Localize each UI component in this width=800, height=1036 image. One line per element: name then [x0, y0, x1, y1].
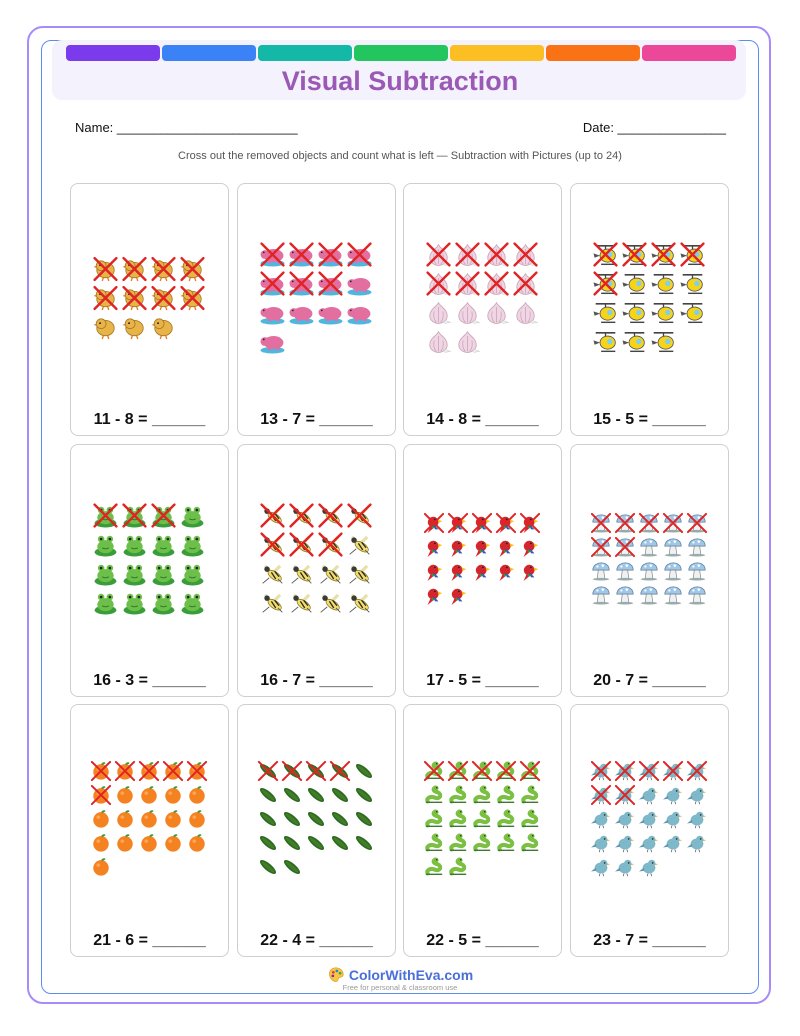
- wasp-icon[interactable]: [321, 566, 341, 583]
- helicopter-icon[interactable]: [594, 244, 617, 266]
- bird-icon[interactable]: [639, 812, 658, 828]
- frog-icon[interactable]: [182, 565, 204, 586]
- orange-icon[interactable]: [93, 810, 108, 827]
- orange-icon[interactable]: [164, 762, 182, 780]
- problem-card: [403, 704, 562, 957]
- orange-icon[interactable]: [93, 834, 108, 851]
- chick-icon[interactable]: [123, 319, 144, 339]
- helicopter-icon[interactable]: [594, 304, 616, 323]
- mushroom-icon[interactable]: [664, 514, 682, 533]
- picture-group: [404, 705, 560, 905]
- rainbow-segment: [258, 45, 352, 61]
- orange-icon[interactable]: [189, 810, 204, 827]
- snake-icon[interactable]: [425, 761, 443, 780]
- cucumber-icon[interactable]: [306, 810, 326, 828]
- cucumber-icon[interactable]: [258, 858, 278, 876]
- helicopter-icon[interactable]: [623, 333, 645, 352]
- rainbow-segment: [66, 45, 160, 61]
- date-field[interactable]: Date: _______________: [582, 120, 726, 135]
- chick-icon[interactable]: [123, 258, 146, 281]
- frog-icon[interactable]: [95, 565, 117, 586]
- garlic-icon[interactable]: [430, 303, 451, 324]
- parrot-icon[interactable]: [425, 514, 443, 533]
- bird-icon[interactable]: [615, 786, 634, 804]
- problem-card: [570, 444, 729, 697]
- problem-equation[interactable]: 14 - 8 = ______: [426, 411, 539, 428]
- wasp-icon[interactable]: [321, 595, 341, 612]
- parrot-icon[interactable]: [473, 514, 491, 533]
- parrot-icon[interactable]: [524, 565, 539, 581]
- problem-card: [70, 183, 229, 436]
- problem-equation[interactable]: 20 - 7 = ______: [593, 672, 706, 689]
- brand-name[interactable]: ColorWithEva.com: [348, 967, 474, 983]
- orange-icon[interactable]: [165, 786, 180, 803]
- cucumber-icon[interactable]: [282, 810, 302, 828]
- wasp-icon[interactable]: [350, 566, 370, 583]
- frog-icon[interactable]: [95, 536, 117, 557]
- mushroom-icon[interactable]: [617, 563, 633, 581]
- orange-icon[interactable]: [189, 786, 204, 803]
- rainbow-segment: [546, 45, 640, 61]
- wasp-icon[interactable]: [320, 534, 342, 556]
- problem-equation[interactable]: 13 - 7 = ______: [260, 411, 373, 428]
- frog-icon[interactable]: [95, 505, 117, 528]
- frog-icon[interactable]: [124, 594, 146, 615]
- snake-icon[interactable]: [521, 761, 539, 780]
- frog-icon[interactable]: [182, 507, 204, 528]
- frog-icon[interactable]: [153, 536, 175, 557]
- parrot-icon[interactable]: [524, 541, 539, 557]
- helicopter-icon[interactable]: [652, 244, 675, 266]
- wasp-icon[interactable]: [292, 595, 312, 612]
- hippo-icon[interactable]: [290, 244, 314, 267]
- bird-icon[interactable]: [615, 812, 634, 828]
- garlic-icon[interactable]: [515, 244, 538, 266]
- parrot-icon[interactable]: [521, 514, 539, 533]
- snake-icon[interactable]: [450, 833, 466, 850]
- problem-equation[interactable]: 11 - 8 = ______: [93, 411, 206, 428]
- picture-group: [71, 445, 227, 645]
- problem-equation[interactable]: 15 - 5 = ______: [593, 411, 706, 428]
- chick-icon[interactable]: [123, 287, 146, 310]
- bird-icon[interactable]: [615, 762, 634, 780]
- picture-group: [571, 445, 727, 645]
- cucumber-icon[interactable]: [258, 786, 278, 804]
- parrot-icon[interactable]: [452, 565, 467, 581]
- snake-icon[interactable]: [498, 785, 514, 802]
- snake-icon[interactable]: [498, 833, 514, 850]
- problem-card: [237, 704, 396, 957]
- bird-icon[interactable]: [591, 762, 610, 780]
- orange-icon[interactable]: [140, 762, 158, 780]
- snake-icon[interactable]: [450, 857, 466, 874]
- snake-icon[interactable]: [426, 833, 442, 850]
- hippo-icon[interactable]: [319, 307, 343, 324]
- wasp-icon[interactable]: [291, 505, 313, 527]
- problem-equation[interactable]: 22 - 4 = ______: [260, 932, 373, 949]
- snake-icon[interactable]: [450, 809, 466, 826]
- name-field[interactable]: Name: _________________________: [75, 120, 298, 135]
- snake-icon[interactable]: [474, 833, 490, 850]
- snake-icon[interactable]: [522, 785, 538, 802]
- snake-icon[interactable]: [450, 785, 466, 802]
- mushroom-icon[interactable]: [665, 587, 681, 605]
- picture-group: [71, 705, 227, 905]
- problem-equation[interactable]: 17 - 5 = ______: [426, 672, 539, 689]
- chick-icon[interactable]: [94, 319, 115, 339]
- helicopter-icon[interactable]: [594, 333, 616, 352]
- picture-group: [71, 184, 227, 384]
- mushroom-icon[interactable]: [593, 563, 609, 581]
- orange-icon[interactable]: [141, 810, 156, 827]
- bird-icon[interactable]: [591, 860, 610, 876]
- orange-icon[interactable]: [165, 834, 180, 851]
- problem-card: [70, 704, 229, 957]
- mushroom-icon[interactable]: [641, 539, 657, 557]
- bird-icon[interactable]: [687, 812, 706, 828]
- hippo-icon[interactable]: [319, 244, 343, 267]
- cucumber-icon[interactable]: [330, 786, 350, 804]
- parrot-icon[interactable]: [476, 565, 491, 581]
- orange-icon[interactable]: [117, 834, 132, 851]
- wasp-icon[interactable]: [349, 505, 371, 527]
- mushroom-icon[interactable]: [689, 539, 705, 557]
- problem-equation[interactable]: 23 - 7 = ______: [593, 932, 706, 949]
- snake-icon[interactable]: [497, 761, 515, 780]
- bird-icon[interactable]: [591, 812, 610, 828]
- parrot-icon[interactable]: [500, 541, 515, 557]
- orange-icon[interactable]: [141, 786, 156, 803]
- parrot-icon[interactable]: [428, 589, 443, 605]
- frog-icon[interactable]: [124, 565, 146, 586]
- parrot-icon[interactable]: [476, 541, 491, 557]
- hippo-icon[interactable]: [348, 307, 372, 324]
- parrot-icon[interactable]: [500, 565, 515, 581]
- wasp-icon[interactable]: [350, 595, 370, 612]
- cucumber-icon[interactable]: [258, 810, 278, 828]
- picture-group: [238, 445, 394, 645]
- orange-icon[interactable]: [117, 786, 132, 803]
- snake-icon[interactable]: [522, 809, 538, 826]
- wasp-icon[interactable]: [262, 534, 284, 556]
- mushroom-icon[interactable]: [592, 514, 610, 533]
- problem-card: [570, 183, 729, 436]
- bird-icon[interactable]: [639, 836, 658, 852]
- snake-icon[interactable]: [474, 785, 490, 802]
- mushroom-icon[interactable]: [617, 587, 633, 605]
- frog-icon[interactable]: [182, 594, 204, 615]
- cucumber-icon[interactable]: [354, 786, 374, 804]
- parrot-icon[interactable]: [449, 514, 467, 533]
- garlic-icon[interactable]: [488, 303, 509, 324]
- garlic-icon[interactable]: [486, 273, 509, 295]
- chick-icon[interactable]: [152, 319, 173, 339]
- picture-group: [238, 184, 394, 384]
- problem-equation[interactable]: 16 - 7 = ______: [260, 672, 373, 689]
- frog-icon[interactable]: [182, 536, 204, 557]
- cucumber-icon[interactable]: [258, 834, 278, 852]
- snake-icon[interactable]: [474, 809, 490, 826]
- bird-icon[interactable]: [687, 836, 706, 852]
- frog-icon[interactable]: [153, 505, 175, 528]
- rainbow-bar: [66, 45, 736, 61]
- wasp-icon[interactable]: [263, 595, 283, 612]
- bird-icon[interactable]: [615, 836, 634, 852]
- garlic-icon[interactable]: [459, 303, 480, 324]
- orange-icon[interactable]: [93, 858, 108, 875]
- hippo-icon[interactable]: [261, 244, 285, 267]
- helicopter-icon[interactable]: [652, 333, 674, 352]
- frog-icon[interactable]: [124, 505, 146, 528]
- footer-tagline: Free for personal & classroom use: [342, 983, 458, 992]
- frog-icon[interactable]: [95, 594, 117, 615]
- bird-icon[interactable]: [687, 788, 706, 804]
- rainbow-segment: [162, 45, 256, 61]
- cucumber-icon[interactable]: [306, 834, 326, 852]
- bird-icon[interactable]: [663, 812, 682, 828]
- helicopter-icon[interactable]: [652, 304, 674, 323]
- helicopter-icon[interactable]: [594, 273, 617, 295]
- footer-logo: [0, 966, 800, 984]
- mushroom-icon[interactable]: [665, 539, 681, 557]
- mushroom-icon[interactable]: [616, 514, 634, 533]
- bird-icon[interactable]: [663, 762, 682, 780]
- chick-icon[interactable]: [152, 287, 175, 310]
- orange-icon[interactable]: [117, 810, 132, 827]
- cucumber-icon[interactable]: [282, 762, 302, 780]
- problem-card: [70, 444, 229, 697]
- cucumber-icon[interactable]: [306, 786, 326, 804]
- cucumber-icon[interactable]: [282, 858, 302, 876]
- cucumber-icon[interactable]: [330, 810, 350, 828]
- hippo-icon[interactable]: [348, 244, 372, 267]
- bird-icon[interactable]: [687, 762, 706, 780]
- bird-icon[interactable]: [591, 836, 610, 852]
- problem-equation[interactable]: 21 - 6 = ______: [93, 932, 206, 949]
- chick-icon[interactable]: [152, 258, 175, 281]
- parrot-icon[interactable]: [428, 565, 443, 581]
- bird-icon[interactable]: [615, 860, 634, 876]
- garlic-icon[interactable]: [517, 303, 538, 324]
- cucumber-icon[interactable]: [330, 762, 350, 780]
- wasp-icon[interactable]: [320, 505, 342, 527]
- mushroom-icon[interactable]: [593, 587, 609, 605]
- orange-icon[interactable]: [141, 834, 156, 851]
- wasp-icon[interactable]: [350, 537, 370, 554]
- hippo-icon[interactable]: [319, 273, 343, 296]
- orange-icon[interactable]: [188, 762, 206, 780]
- orange-icon[interactable]: [92, 762, 110, 780]
- snake-icon[interactable]: [473, 761, 491, 780]
- bird-icon[interactable]: [663, 788, 682, 804]
- hippo-icon[interactable]: [290, 273, 314, 296]
- garlic-icon[interactable]: [515, 273, 538, 295]
- parrot-icon[interactable]: [428, 541, 443, 557]
- chick-icon[interactable]: [181, 258, 204, 281]
- mushroom-icon[interactable]: [640, 514, 658, 533]
- picture-group: [571, 184, 727, 384]
- garlic-icon[interactable]: [486, 244, 509, 266]
- chick-icon[interactable]: [94, 258, 117, 281]
- mushroom-icon[interactable]: [689, 587, 705, 605]
- frog-icon[interactable]: [153, 565, 175, 586]
- cucumber-icon[interactable]: [330, 834, 350, 852]
- parrot-icon[interactable]: [452, 541, 467, 557]
- parrot-icon[interactable]: [497, 514, 515, 533]
- helicopter-icon[interactable]: [652, 275, 674, 294]
- rainbow-segment: [642, 45, 736, 61]
- garlic-icon[interactable]: [457, 244, 480, 266]
- snake-icon[interactable]: [498, 809, 514, 826]
- cucumber-icon[interactable]: [282, 786, 302, 804]
- wasp-icon[interactable]: [291, 534, 313, 556]
- snake-icon[interactable]: [449, 761, 467, 780]
- parrot-icon[interactable]: [452, 589, 467, 605]
- bird-icon[interactable]: [663, 836, 682, 852]
- picture-group: [571, 705, 727, 905]
- page-title: Visual Subtraction: [281, 66, 519, 96]
- mushroom-icon[interactable]: [592, 538, 610, 557]
- wasp-icon[interactable]: [263, 566, 283, 583]
- snake-icon[interactable]: [426, 785, 442, 802]
- picture-group: [404, 445, 560, 645]
- problem-card: [403, 444, 562, 697]
- cucumber-icon[interactable]: [258, 762, 278, 780]
- instructions-text: Cross out the removed objects and count what is left — Subtraction with Pictures (up to 24): [178, 150, 622, 162]
- cucumber-icon[interactable]: [306, 762, 326, 780]
- wasp-icon[interactable]: [262, 505, 284, 527]
- snake-icon[interactable]: [426, 857, 442, 874]
- orange-icon[interactable]: [189, 834, 204, 851]
- bird-icon[interactable]: [639, 860, 658, 876]
- mushroom-icon[interactable]: [665, 563, 681, 581]
- mushroom-icon[interactable]: [641, 587, 657, 605]
- problem-card: [570, 704, 729, 957]
- hippo-icon[interactable]: [348, 278, 372, 295]
- orange-icon[interactable]: [116, 762, 134, 780]
- helicopter-icon[interactable]: [681, 244, 704, 266]
- helicopter-icon[interactable]: [681, 275, 703, 294]
- garlic-icon[interactable]: [459, 332, 480, 353]
- mushroom-icon[interactable]: [688, 514, 706, 533]
- helicopter-icon[interactable]: [681, 304, 703, 323]
- bird-icon[interactable]: [639, 762, 658, 780]
- problem-equation[interactable]: 16 - 3 = ______: [93, 672, 206, 689]
- snake-icon[interactable]: [522, 833, 538, 850]
- mushroom-icon[interactable]: [641, 563, 657, 581]
- garlic-icon[interactable]: [428, 273, 451, 295]
- frog-icon[interactable]: [124, 536, 146, 557]
- problem-equation[interactable]: 22 - 5 = ______: [426, 932, 539, 949]
- picture-group: [238, 705, 394, 905]
- wasp-icon[interactable]: [292, 566, 312, 583]
- problem-card: [403, 183, 562, 436]
- cucumber-icon[interactable]: [354, 810, 374, 828]
- cucumber-icon[interactable]: [282, 834, 302, 852]
- bird-icon[interactable]: [639, 788, 658, 804]
- helicopter-icon[interactable]: [623, 244, 646, 266]
- garlic-icon[interactable]: [428, 244, 451, 266]
- bird-icon[interactable]: [591, 786, 610, 804]
- problem-card: [237, 444, 396, 697]
- orange-icon[interactable]: [165, 810, 180, 827]
- cucumber-icon[interactable]: [354, 834, 374, 852]
- mushroom-icon[interactable]: [689, 563, 705, 581]
- palette-icon: [327, 966, 345, 984]
- rainbow-segment: [450, 45, 544, 61]
- cucumber-icon[interactable]: [354, 762, 374, 780]
- problem-card: [237, 183, 396, 436]
- chick-icon[interactable]: [181, 287, 204, 310]
- hippo-icon[interactable]: [290, 307, 314, 324]
- hippo-icon[interactable]: [261, 336, 285, 353]
- hippo-icon[interactable]: [261, 273, 285, 296]
- garlic-icon[interactable]: [430, 332, 451, 353]
- picture-group: [404, 184, 560, 384]
- mushroom-icon[interactable]: [616, 538, 634, 557]
- chick-icon[interactable]: [94, 287, 117, 310]
- helicopter-icon[interactable]: [623, 304, 645, 323]
- hippo-icon[interactable]: [261, 307, 285, 324]
- orange-icon[interactable]: [92, 786, 110, 804]
- garlic-icon[interactable]: [457, 273, 480, 295]
- rainbow-segment: [354, 45, 448, 61]
- helicopter-icon[interactable]: [623, 275, 645, 294]
- frog-icon[interactable]: [153, 594, 175, 615]
- snake-icon[interactable]: [426, 809, 442, 826]
